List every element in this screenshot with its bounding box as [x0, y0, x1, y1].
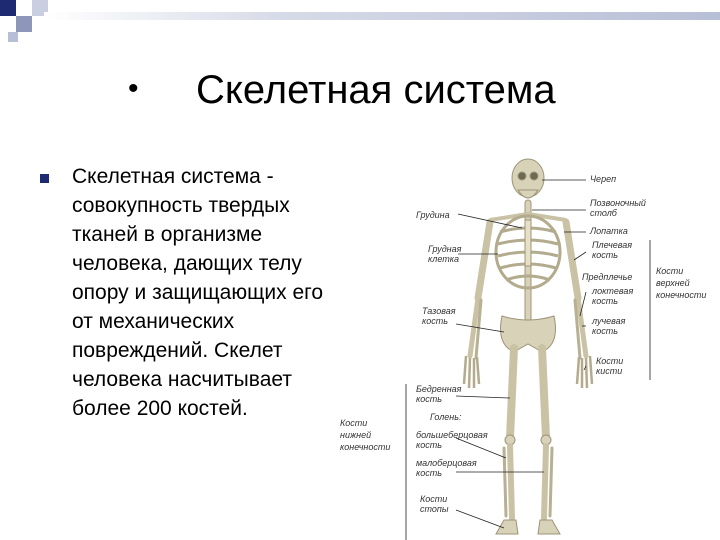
label-lower-limb-line3: конечности — [340, 442, 391, 452]
label-skull: Череп — [590, 174, 617, 184]
label-upper-limb-line3: конечности — [656, 290, 707, 300]
label-chest-line1: Грудная — [428, 244, 462, 254]
label-scapula: Лопатка — [590, 226, 628, 236]
body-paragraph: Скелетная система - совокупность твердых тканей в организме человека, дающих телу опору и защищающих его от механических повреждений. Скелет человека насчитывает более 200 костей. — [72, 165, 323, 420]
skeleton-diagram — [336, 148, 720, 540]
label-spine-line1: Позвоночный — [590, 198, 646, 208]
skeleton-illustration — [464, 159, 592, 534]
label-spine-line2: столб — [590, 208, 617, 218]
label-femur-line1: Бедренная — [416, 384, 462, 394]
label-upper-limb-line1: Кости — [656, 266, 684, 276]
label-fibula-line1: малоберцовая — [416, 458, 477, 468]
label-sternum: Грудина — [416, 210, 450, 220]
label-shin: Голень: — [430, 412, 462, 422]
label-femur-line2: кость — [416, 394, 442, 404]
label-forearm: Предплечье — [582, 272, 633, 282]
slide-title: Скелетная система — [196, 68, 556, 112]
label-foot-line2: стопы — [420, 504, 449, 514]
label-pelvis-line2: кость — [422, 316, 448, 326]
label-fibula-line2: кость — [416, 468, 442, 478]
label-upper-limb-line2: верхней — [656, 278, 690, 288]
label-hand-line2: кисти — [596, 366, 623, 376]
label-foot-line1: Кости — [420, 494, 448, 504]
title-bullet: • — [128, 72, 139, 105]
square-bullet-icon — [40, 174, 49, 183]
label-ulna-line2: кость — [592, 296, 618, 306]
label-hand-line1: Кости — [596, 356, 624, 366]
label-radius-line1: лучевая — [592, 316, 626, 326]
label-ulna-line1: локтевая — [592, 286, 634, 296]
label-lower-limb-line2: нижней — [340, 430, 372, 440]
label-tibia-line1: большеберцовая — [416, 430, 488, 440]
label-chest-line2: клетка — [428, 254, 459, 264]
label-humerus-line1: Плечевая — [592, 240, 633, 250]
label-lower-limb-line1: Кости — [340, 418, 368, 428]
label-humerus-line2: кость — [592, 250, 618, 260]
corner-decoration — [0, 0, 720, 60]
label-tibia-line2: кость — [416, 440, 442, 450]
label-radius-line2: кость — [592, 326, 618, 336]
label-pelvis-line1: Тазовая — [422, 306, 456, 316]
